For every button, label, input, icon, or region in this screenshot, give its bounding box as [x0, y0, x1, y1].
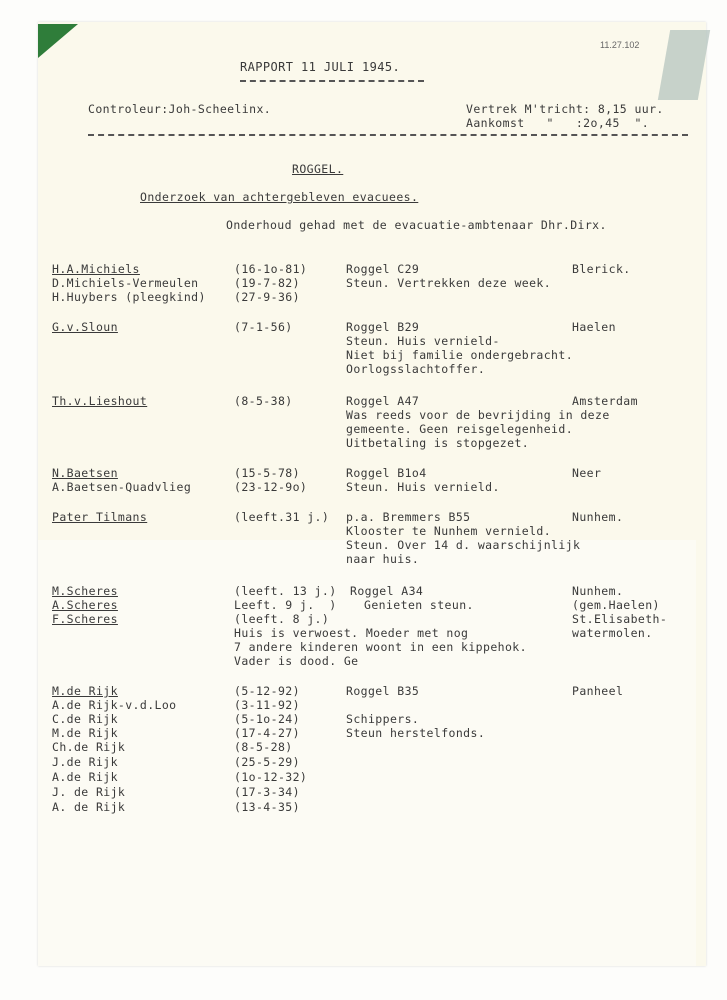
- origin-place: Neer: [572, 466, 602, 480]
- entry-detail: Roggel B29: [346, 320, 420, 334]
- origin-place: Blerick.: [572, 262, 631, 276]
- entry-detail: Steun. Over 14 d. waarschijnlijk: [346, 538, 581, 552]
- person-name: H.Huybers (pleegkind): [52, 290, 206, 304]
- person-name: N.Baetsen: [52, 466, 118, 480]
- origin-place: (gem.Haelen): [572, 598, 660, 612]
- entry-detail: Genieten steun.: [364, 598, 474, 612]
- birth-date: (16-1o-81): [234, 262, 308, 276]
- person-name: J.de Rijk: [52, 755, 118, 769]
- person-name: Th.v.Lieshout: [52, 394, 148, 408]
- person-name: A.de Rijk-v.d.Loo: [52, 698, 177, 712]
- entry-detail: Steun. Vertrekken deze week.: [346, 276, 552, 290]
- entry-detail: Was reeds voor de bevrijding in deze: [346, 408, 610, 422]
- entry-detail: Klooster te Nunhem vernield.: [346, 524, 552, 538]
- departure-time: Vertrek M'tricht: 8,15 uur.: [466, 102, 664, 116]
- birth-date: (5-1o-24): [234, 712, 300, 726]
- title-dash-line: [240, 80, 424, 82]
- age-note: (leeft. 13 j.): [234, 584, 337, 598]
- entry-detail: Roggel B1o4: [346, 466, 427, 480]
- birth-date: (27-9-36): [234, 290, 300, 304]
- age-note: (leeft. 8 j.): [234, 612, 330, 626]
- person-name: Ch.de Rijk: [52, 740, 126, 754]
- entry-detail: Roggel B35: [346, 684, 420, 698]
- birth-date: (leeft.31 j.): [234, 510, 330, 524]
- entry-detail: Roggel A34: [350, 584, 424, 598]
- entry-detail: Steun. Huis vernield-: [346, 334, 500, 348]
- person-name: A. de Rijk: [52, 800, 126, 814]
- person-name: F.Scheres: [52, 612, 118, 626]
- origin-place: Panheel: [572, 684, 624, 698]
- person-name: D.Michiels-Vermeulen: [52, 276, 199, 290]
- birth-date: (17-4-27): [234, 726, 300, 740]
- person-name: A.Baetsen-Quadvlieg: [52, 480, 192, 494]
- origin-place: Nunhem.: [572, 510, 624, 524]
- entry-detail: naar huis.: [346, 552, 420, 566]
- entry-detail: Steun. Huis vernield.: [346, 480, 500, 494]
- origin-place: St.Elisabeth-: [572, 612, 668, 626]
- origin-place: watermolen.: [572, 626, 653, 640]
- entry-detail: Roggel A47: [346, 394, 420, 408]
- subject-heading: Onderzoek van achtergebleven evacuees.: [140, 190, 419, 204]
- entry-detail: Roggel C29: [346, 262, 420, 276]
- person-name: J. de Rijk: [52, 785, 126, 799]
- entry-note: Huis is verwoest. Moeder met nog: [234, 626, 469, 640]
- person-name: A.Scheres: [52, 598, 118, 612]
- entry-detail: Schippers.: [346, 712, 420, 726]
- intro-line: Onderhoud gehad met de evacuatie-ambtenaar Dhr.Dirx.: [226, 218, 607, 232]
- entry-note: 7 andere kinderen woont in een kippehok.: [234, 640, 527, 654]
- corner-tape-mark: [38, 24, 78, 58]
- person-name: M.Scheres: [52, 584, 118, 598]
- birth-date: (13-4-35): [234, 800, 300, 814]
- birth-date: (7-1-56): [234, 320, 293, 334]
- person-name: G.v.Sloun: [52, 320, 118, 334]
- person-name: C.de Rijk: [52, 712, 118, 726]
- entry-detail: Niet bij familie ondergebracht.: [346, 348, 574, 362]
- origin-place: Nunhem.: [572, 584, 624, 598]
- birth-date: (15-5-78): [234, 466, 300, 480]
- entry-detail: Steun herstelfonds.: [346, 726, 486, 740]
- place-heading: ROGGEL.: [292, 162, 344, 176]
- entry-detail: gemeente. Geen reisgelegenheid.: [346, 422, 574, 436]
- person-name: H.A.Michiels: [52, 262, 140, 276]
- origin-place: Haelen: [572, 320, 616, 334]
- entry-detail: Oorlogsslachtoffer.: [346, 362, 486, 376]
- header-dash-line: [88, 134, 688, 136]
- entry-detail: p.a. Bremmers B55: [346, 510, 471, 524]
- person-name: Pater Tilmans: [52, 510, 148, 524]
- birth-date: (5-12-92): [234, 684, 300, 698]
- birth-date: (23-12-9o): [234, 480, 308, 494]
- origin-place: Amsterdam: [572, 394, 638, 408]
- birth-date: (8-5-28): [234, 740, 293, 754]
- person-name: A.de Rijk: [52, 770, 118, 784]
- birth-date: (3-11-92): [234, 698, 300, 712]
- entry-note: Vader is dood. Ge: [234, 654, 359, 668]
- birth-date: (8-5-38): [234, 394, 293, 408]
- controleur: Controleur:Joh-Scheelinx.: [88, 102, 272, 116]
- person-name: M.de Rijk: [52, 684, 118, 698]
- arrival-time: Aankomst " :2o,45 ".: [466, 116, 650, 130]
- report-title: RAPPORT 11 JULI 1945.: [240, 60, 401, 74]
- birth-date: (25-5-29): [234, 755, 300, 769]
- birth-date: (19-7-82): [234, 276, 300, 290]
- person-name: M.de Rijk: [52, 726, 118, 740]
- archive-number: 11.27.102: [600, 40, 640, 50]
- age-note: Leeft. 9 j. ): [234, 598, 337, 612]
- birth-date: (1o-12-32): [234, 770, 308, 784]
- birth-date: (17-3-34): [234, 785, 300, 799]
- entry-detail: Uitbetaling is stopgezet.: [346, 436, 530, 450]
